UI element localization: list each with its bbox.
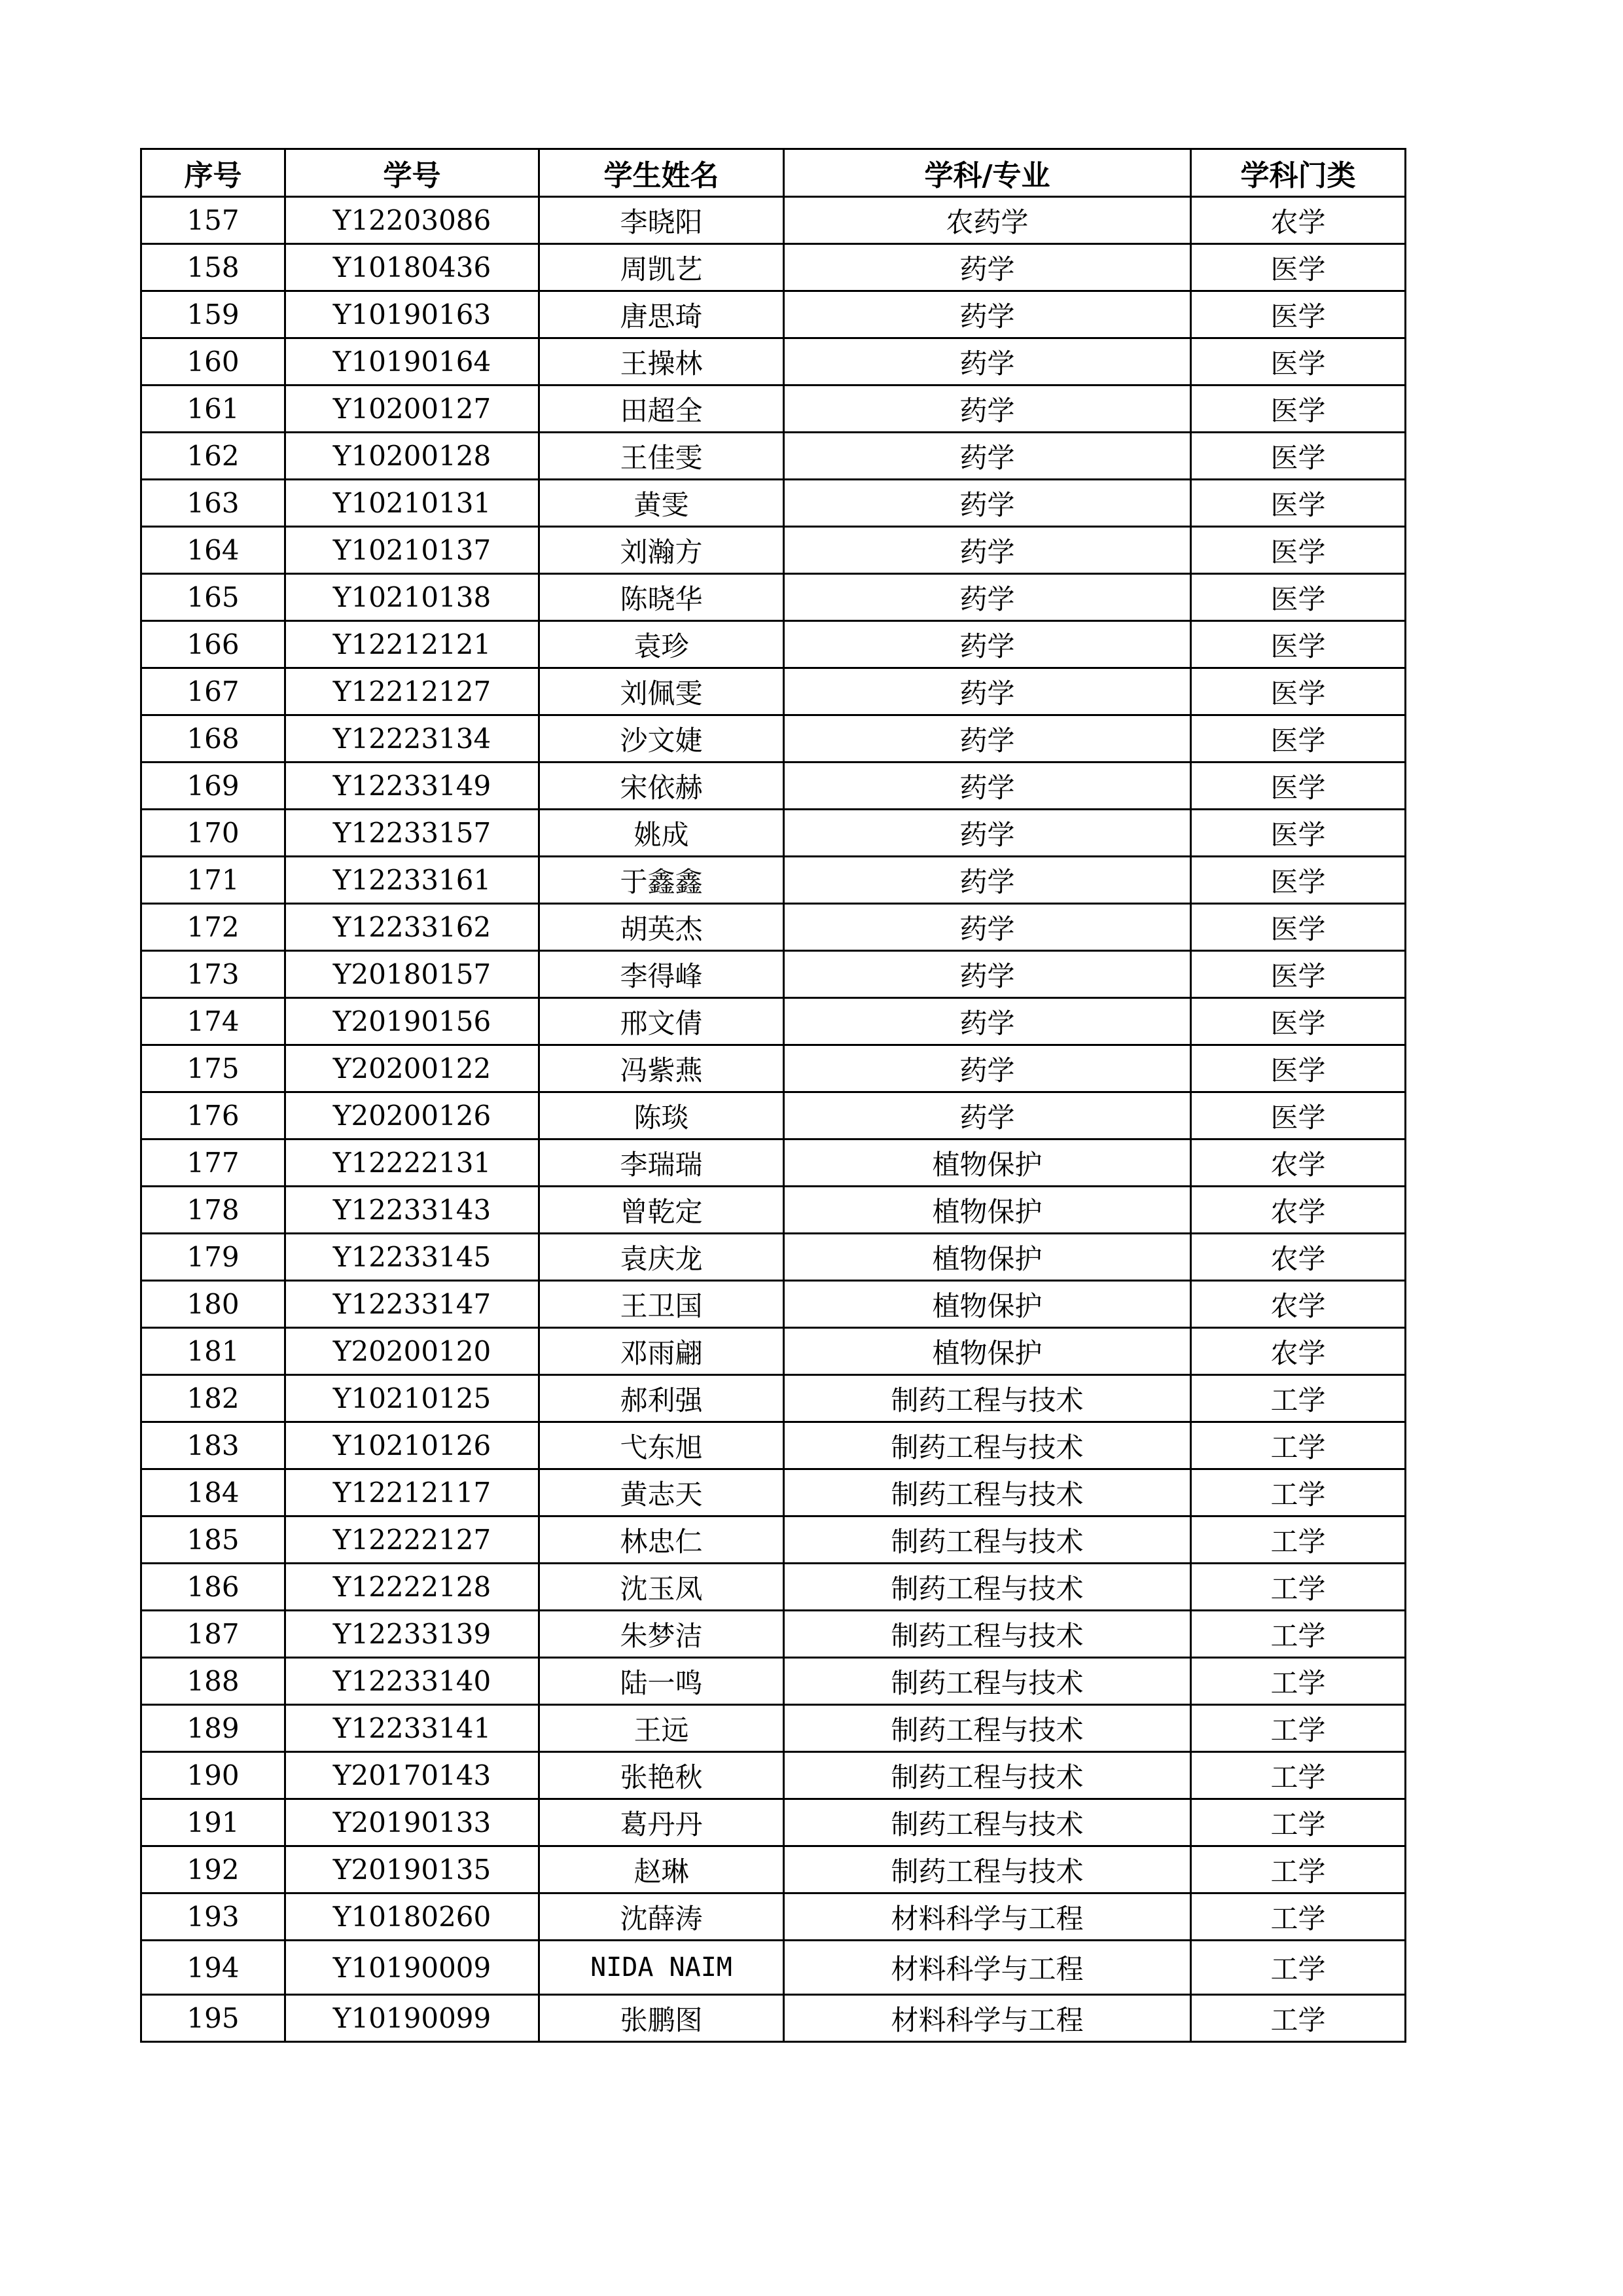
table-row (141, 1799, 1406, 1846)
cell-seq-no: 174 (141, 998, 285, 1045)
cell-discipline-category: 医学 (1191, 904, 1406, 951)
header-row (141, 149, 1406, 197)
cell-seq-no: 169 (141, 762, 285, 810)
table-row (141, 857, 1406, 904)
cell-student-id: Y10190164 (285, 338, 539, 386)
table-row (141, 621, 1406, 668)
cell-seq-no: 161 (141, 386, 285, 433)
cell-student-id: Y12233162 (285, 904, 539, 951)
cell-discipline-category: 医学 (1191, 715, 1406, 762)
cell-seq-no: 182 (141, 1375, 285, 1422)
cell-discipline-major: 制药工程与技术 (784, 1705, 1191, 1752)
cell-discipline-major: 制药工程与技术 (784, 1752, 1191, 1799)
cell-student-id: Y12222127 (285, 1516, 539, 1564)
cell-student-id: Y20190133 (285, 1799, 539, 1846)
table-row (141, 1705, 1406, 1752)
cell-discipline-category: 农学 (1191, 197, 1406, 244)
cell-discipline-major: 药学 (784, 904, 1191, 951)
cell-discipline-category: 医学 (1191, 244, 1406, 291)
cell-seq-no: 163 (141, 480, 285, 527)
cell-seq-no: 193 (141, 1893, 285, 1941)
table-row (141, 762, 1406, 810)
cell-discipline-major: 药学 (784, 857, 1191, 904)
cell-discipline-major: 制药工程与技术 (784, 1422, 1191, 1469)
cell-discipline-major: 药学 (784, 244, 1191, 291)
cell-student-id: Y12233141 (285, 1705, 539, 1752)
cell-student-id: Y12233149 (285, 762, 539, 810)
cell-student-name: 李瑞瑞 (539, 1139, 784, 1187)
cell-student-id: Y10200128 (285, 433, 539, 480)
cell-student-name: 王操林 (539, 338, 784, 386)
cell-discipline-category: 医学 (1191, 857, 1406, 904)
cell-student-id: Y12233157 (285, 810, 539, 857)
table-row (141, 480, 1406, 527)
cell-discipline-category: 农学 (1191, 1234, 1406, 1281)
cell-discipline-category: 工学 (1191, 1893, 1406, 1941)
cell-discipline-category: 工学 (1191, 1995, 1406, 2042)
cell-student-name: 李得峰 (539, 951, 784, 998)
cell-student-name: 王远 (539, 1705, 784, 1752)
cell-seq-no: 159 (141, 291, 285, 338)
cell-discipline-major: 制药工程与技术 (784, 1799, 1191, 1846)
student-roster-table (140, 148, 1406, 2043)
cell-student-name: 陆一鸣 (539, 1658, 784, 1705)
cell-seq-no: 172 (141, 904, 285, 951)
table-row (141, 1375, 1406, 1422)
table-row (141, 1045, 1406, 1092)
cell-student-id: Y20200122 (285, 1045, 539, 1092)
cell-discipline-major: 药学 (784, 433, 1191, 480)
cell-seq-no: 185 (141, 1516, 285, 1564)
table-row (141, 574, 1406, 621)
cell-seq-no: 181 (141, 1328, 285, 1375)
cell-discipline-major: 植物保护 (784, 1139, 1191, 1187)
cell-seq-no: 195 (141, 1995, 285, 2042)
cell-seq-no: 168 (141, 715, 285, 762)
cell-discipline-category: 医学 (1191, 574, 1406, 621)
table-row (141, 951, 1406, 998)
cell-discipline-category: 工学 (1191, 1469, 1406, 1516)
table-row (141, 1516, 1406, 1564)
cell-seq-no: 167 (141, 668, 285, 715)
table-row (141, 386, 1406, 433)
table-row (141, 1281, 1406, 1328)
cell-seq-no: 175 (141, 1045, 285, 1092)
cell-seq-no: 187 (141, 1611, 285, 1658)
table-row (141, 1187, 1406, 1234)
cell-student-name: 林忠仁 (539, 1516, 784, 1564)
table-row (141, 197, 1406, 244)
cell-student-name: 袁庆龙 (539, 1234, 784, 1281)
cell-student-name: 刘瀚方 (539, 527, 784, 574)
cell-discipline-category: 医学 (1191, 810, 1406, 857)
cell-student-name: 朱梦洁 (539, 1611, 784, 1658)
cell-student-id: Y20180157 (285, 951, 539, 998)
cell-student-name: 袁珍 (539, 621, 784, 668)
cell-seq-no: 158 (141, 244, 285, 291)
cell-seq-no: 180 (141, 1281, 285, 1328)
cell-student-id: Y10200127 (285, 386, 539, 433)
cell-student-id: Y10180436 (285, 244, 539, 291)
cell-seq-no: 189 (141, 1705, 285, 1752)
cell-student-id: Y10190099 (285, 1995, 539, 2042)
header-discipline-major: 学科/专业 (784, 149, 1191, 197)
cell-discipline-category: 医学 (1191, 998, 1406, 1045)
cell-discipline-major: 药学 (784, 998, 1191, 1045)
cell-discipline-category: 医学 (1191, 291, 1406, 338)
cell-discipline-major: 植物保护 (784, 1281, 1191, 1328)
cell-seq-no: 191 (141, 1799, 285, 1846)
table-row (141, 904, 1406, 951)
cell-seq-no: 194 (141, 1941, 285, 1995)
table-row (141, 1752, 1406, 1799)
cell-discipline-major: 药学 (784, 1045, 1191, 1092)
cell-student-id: Y12203086 (285, 197, 539, 244)
table-row (141, 1422, 1406, 1469)
cell-discipline-major: 植物保护 (784, 1234, 1191, 1281)
cell-discipline-major: 药学 (784, 621, 1191, 668)
cell-student-id: Y20200120 (285, 1328, 539, 1375)
cell-seq-no: 176 (141, 1092, 285, 1139)
cell-student-id: Y12222128 (285, 1564, 539, 1611)
cell-student-id: Y10210126 (285, 1422, 539, 1469)
cell-discipline-major: 材料科学与工程 (784, 1995, 1191, 2042)
cell-student-name: 唐思琦 (539, 291, 784, 338)
cell-student-name: 冯紫燕 (539, 1045, 784, 1092)
table-row (141, 1234, 1406, 1281)
cell-discipline-category: 工学 (1191, 1564, 1406, 1611)
table-row (141, 291, 1406, 338)
cell-seq-no: 165 (141, 574, 285, 621)
cell-student-name: 邢文倩 (539, 998, 784, 1045)
cell-discipline-category: 医学 (1191, 480, 1406, 527)
cell-student-name: 沈薛涛 (539, 1893, 784, 1941)
cell-seq-no: 162 (141, 433, 285, 480)
cell-seq-no: 188 (141, 1658, 285, 1705)
cell-discipline-category: 农学 (1191, 1139, 1406, 1187)
cell-seq-no: 173 (141, 951, 285, 998)
cell-discipline-major: 制药工程与技术 (784, 1375, 1191, 1422)
cell-student-name: 陈晓华 (539, 574, 784, 621)
cell-student-name: 郝利强 (539, 1375, 784, 1422)
cell-student-id: Y20170143 (285, 1752, 539, 1799)
cell-student-name: 赵琳 (539, 1846, 784, 1893)
cell-student-name: 弋东旭 (539, 1422, 784, 1469)
cell-discipline-category: 工学 (1191, 1658, 1406, 1705)
cell-seq-no: 157 (141, 197, 285, 244)
cell-student-name: 王卫国 (539, 1281, 784, 1328)
cell-student-id: Y12233139 (285, 1611, 539, 1658)
cell-seq-no: 170 (141, 810, 285, 857)
cell-student-name: 曾乾定 (539, 1187, 784, 1234)
cell-student-id: Y12233161 (285, 857, 539, 904)
table-row (141, 1564, 1406, 1611)
cell-discipline-category: 工学 (1191, 1375, 1406, 1422)
cell-discipline-category: 工学 (1191, 1516, 1406, 1564)
cell-student-name: 葛丹丹 (539, 1799, 784, 1846)
cell-discipline-major: 材料科学与工程 (784, 1941, 1191, 1995)
cell-discipline-major: 制药工程与技术 (784, 1846, 1191, 1893)
cell-seq-no: 160 (141, 338, 285, 386)
table-row (141, 1092, 1406, 1139)
cell-discipline-category: 医学 (1191, 668, 1406, 715)
table-row (141, 1893, 1406, 1941)
cell-discipline-category: 工学 (1191, 1752, 1406, 1799)
cell-discipline-major: 材料科学与工程 (784, 1893, 1191, 1941)
cell-student-id: Y12233145 (285, 1234, 539, 1281)
cell-discipline-category: 工学 (1191, 1705, 1406, 1752)
cell-discipline-major: 药学 (784, 386, 1191, 433)
cell-discipline-major: 药学 (784, 668, 1191, 715)
cell-discipline-category: 工学 (1191, 1941, 1406, 1995)
cell-student-name: 陈琰 (539, 1092, 784, 1139)
table-row (141, 715, 1406, 762)
cell-student-name: 王佳雯 (539, 433, 784, 480)
cell-student-name: 李晓阳 (539, 197, 784, 244)
table-row (141, 1328, 1406, 1375)
cell-seq-no: 186 (141, 1564, 285, 1611)
roster-body (141, 197, 1406, 2042)
cell-discipline-category: 医学 (1191, 338, 1406, 386)
table-row (141, 998, 1406, 1045)
cell-seq-no: 184 (141, 1469, 285, 1516)
cell-discipline-major: 药学 (784, 480, 1191, 527)
cell-discipline-category: 工学 (1191, 1611, 1406, 1658)
cell-seq-no: 178 (141, 1187, 285, 1234)
cell-student-name: 宋依赫 (539, 762, 784, 810)
table-row (141, 433, 1406, 480)
table-row (141, 1611, 1406, 1658)
cell-discipline-category: 医学 (1191, 951, 1406, 998)
cell-student-id: Y12233143 (285, 1187, 539, 1234)
cell-student-name: 张鹏图 (539, 1995, 784, 2042)
cell-discipline-major: 药学 (784, 715, 1191, 762)
cell-student-id: Y12223134 (285, 715, 539, 762)
cell-seq-no: 190 (141, 1752, 285, 1799)
table-row (141, 1846, 1406, 1893)
cell-seq-no: 192 (141, 1846, 285, 1893)
table-row (141, 338, 1406, 386)
cell-discipline-category: 医学 (1191, 1092, 1406, 1139)
cell-student-id: Y12212127 (285, 668, 539, 715)
cell-student-id: Y12212117 (285, 1469, 539, 1516)
cell-discipline-category: 医学 (1191, 762, 1406, 810)
cell-student-id: Y20190156 (285, 998, 539, 1045)
cell-discipline-category: 农学 (1191, 1187, 1406, 1234)
cell-discipline-category: 医学 (1191, 527, 1406, 574)
cell-student-id: Y12222131 (285, 1139, 539, 1187)
cell-discipline-major: 制药工程与技术 (784, 1564, 1191, 1611)
cell-student-id: Y10180260 (285, 1893, 539, 1941)
cell-student-name: 黄志天 (539, 1469, 784, 1516)
cell-discipline-category: 医学 (1191, 386, 1406, 433)
cell-student-name: NIDA NAIM (539, 1941, 784, 1995)
cell-seq-no: 164 (141, 527, 285, 574)
cell-student-name: 黄雯 (539, 480, 784, 527)
cell-discipline-major: 植物保护 (784, 1187, 1191, 1234)
cell-discipline-category: 医学 (1191, 621, 1406, 668)
cell-discipline-major: 制药工程与技术 (784, 1611, 1191, 1658)
table-row (141, 1469, 1406, 1516)
cell-seq-no: 166 (141, 621, 285, 668)
cell-student-id: Y10190163 (285, 291, 539, 338)
cell-discipline-category: 工学 (1191, 1799, 1406, 1846)
cell-seq-no: 171 (141, 857, 285, 904)
table-row (141, 244, 1406, 291)
cell-discipline-major: 药学 (784, 810, 1191, 857)
cell-discipline-category: 农学 (1191, 1281, 1406, 1328)
cell-discipline-major: 制药工程与技术 (784, 1658, 1191, 1705)
header-student-name: 学生姓名 (539, 149, 784, 197)
cell-student-name: 周凯艺 (539, 244, 784, 291)
cell-discipline-category: 医学 (1191, 433, 1406, 480)
cell-discipline-major: 植物保护 (784, 1328, 1191, 1375)
cell-discipline-major: 药学 (784, 338, 1191, 386)
cell-student-id: Y20200126 (285, 1092, 539, 1139)
table-row (141, 1941, 1406, 1995)
cell-student-id: Y10210137 (285, 527, 539, 574)
table-row (141, 1995, 1406, 2042)
cell-discipline-major: 制药工程与技术 (784, 1516, 1191, 1564)
cell-student-id: Y10210125 (285, 1375, 539, 1422)
cell-student-name: 田超全 (539, 386, 784, 433)
cell-student-name: 于鑫鑫 (539, 857, 784, 904)
cell-student-id: Y12233147 (285, 1281, 539, 1328)
cell-student-name: 刘佩雯 (539, 668, 784, 715)
cell-discipline-major: 药学 (784, 574, 1191, 621)
cell-discipline-major: 药学 (784, 762, 1191, 810)
cell-student-id: Y12212121 (285, 621, 539, 668)
table-row (141, 668, 1406, 715)
cell-discipline-major: 药学 (784, 951, 1191, 998)
cell-student-id: Y10210131 (285, 480, 539, 527)
cell-student-name: 张艳秋 (539, 1752, 784, 1799)
table-row (141, 810, 1406, 857)
cell-discipline-category: 医学 (1191, 1045, 1406, 1092)
cell-seq-no: 179 (141, 1234, 285, 1281)
table-row (141, 1139, 1406, 1187)
cell-discipline-major: 农药学 (784, 197, 1191, 244)
cell-student-name: 沈玉凤 (539, 1564, 784, 1611)
cell-student-id: Y12233140 (285, 1658, 539, 1705)
table-row (141, 527, 1406, 574)
cell-discipline-major: 药学 (784, 527, 1191, 574)
cell-discipline-major: 药学 (784, 1092, 1191, 1139)
cell-student-name: 胡英杰 (539, 904, 784, 951)
cell-student-name: 邓雨翩 (539, 1328, 784, 1375)
cell-discipline-major: 药学 (784, 291, 1191, 338)
cell-seq-no: 183 (141, 1422, 285, 1469)
cell-student-id: Y10210138 (285, 574, 539, 621)
cell-discipline-category: 农学 (1191, 1328, 1406, 1375)
cell-seq-no: 177 (141, 1139, 285, 1187)
cell-student-id: Y20190135 (285, 1846, 539, 1893)
table-row (141, 1658, 1406, 1705)
header-seq-no: 序号 (141, 149, 285, 197)
header-discipline-category: 学科门类 (1191, 149, 1406, 197)
header-student-id: 学号 (285, 149, 539, 197)
cell-discipline-category: 工学 (1191, 1422, 1406, 1469)
roster-sheet (140, 148, 1404, 2043)
cell-student-name: 姚成 (539, 810, 784, 857)
cell-discipline-major: 制药工程与技术 (784, 1469, 1191, 1516)
cell-discipline-category: 工学 (1191, 1846, 1406, 1893)
cell-student-name: 沙文婕 (539, 715, 784, 762)
cell-student-id: Y10190009 (285, 1941, 539, 1995)
